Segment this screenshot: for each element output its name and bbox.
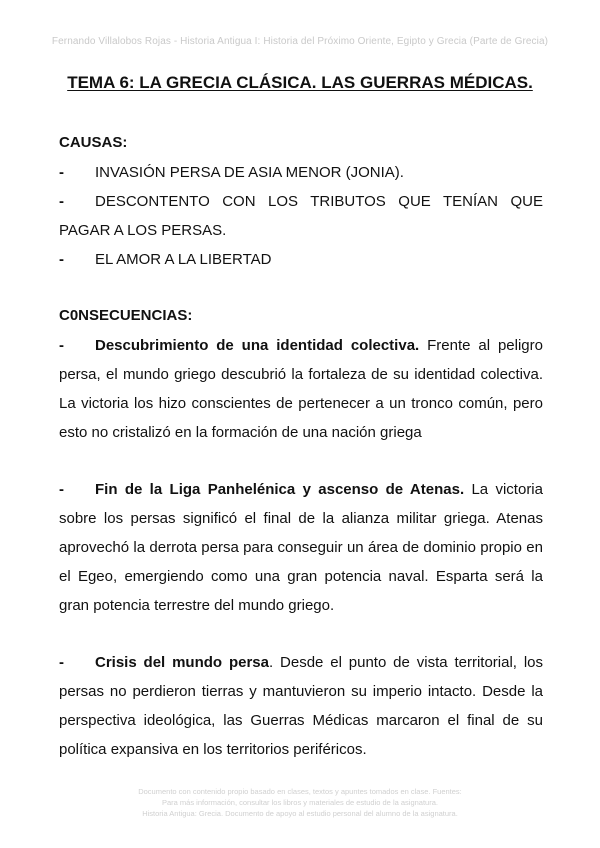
bullet-dash: - — [59, 481, 64, 498]
bullet-dash: - — [59, 164, 64, 181]
consecuencias-item-title: Fin de la Liga Panhelénica y ascenso de Atenas. — [95, 481, 465, 498]
page-header: Fernando Villalobos Rojas - Historia Antigua I: Historia del Próximo Oriente, Egipto y Grecia (Parte de Grecia) — [51, 36, 549, 47]
causas-item-text: EL AMOR A LA LIBERTAD — [95, 251, 272, 268]
causas-item-1 — [59, 158, 543, 187]
consecuencias-item-title: Descubrimiento de una identidad colectiva. — [95, 337, 420, 354]
bullet-dash: - — [59, 251, 64, 268]
causas-item-text: DESCONTENTO CON LOS TRIBUTOS QUE TENÍAN QUE PAGAR A LOS PERSAS. — [59, 193, 543, 239]
consecuencias-item-text: Frente al peligro persa, el mundo griego descubrió la fortaleza de su identidad colectiva. La victoria los hizo conscientes de pertenecer a un tronco común, pero esto no cristalizó en la formación de una nación griega — [59, 337, 543, 441]
consecuencias-item-1 — [59, 331, 543, 447]
footer-line: Para más información, consultar los libros y materiales de estudio de la asignatura. — [162, 798, 438, 807]
consecuencias-item-2 — [59, 475, 543, 620]
causas-item-text: INVASIÓN PERSA DE ASIA MENOR (JONIA). — [95, 164, 404, 181]
consecuencias-item-text: . Desde el punto de vista territorial, los persas no perdieron tierras y mantuvieron su imperio intacto. Desde la perspectiva ideológica, las Guerras Médicas marcaron el final de su política expansiva en los territorios periféricos. — [59, 654, 543, 758]
page-title: TEMA 6: LA GRECIA CLÁSICA. LAS GUERRAS MÉDICAS. — [67, 73, 533, 92]
causas-item-2 — [59, 187, 543, 245]
causas-heading: CAUSAS: — [59, 134, 128, 151]
causas-item-3 — [59, 245, 543, 274]
footer-line: Historia Antigua: Grecia. Documento de apoyo al estudio personal del alumno de la asignatura. — [142, 809, 458, 818]
bullet-dash: - — [59, 337, 64, 354]
page-footer — [0, 786, 600, 819]
consecuencias-item-title: Crisis del mundo persa — [95, 654, 269, 671]
bullet-dash: - — [59, 193, 64, 210]
consecuencias-item-3 — [59, 648, 543, 764]
bullet-dash: - — [59, 654, 64, 671]
consecuencias-heading: C0NSECUENCIAS: — [59, 307, 193, 324]
consecuencias-item-text: La victoria sobre los persas significó el final de la alianza militar griega. Atenas aprovechó la derrota persa para conseguir un área de dominio propio en el Egeo, emergiendo como una gran potencia naval. Esparta será la gran potencia terrestre del mundo griego. — [59, 481, 543, 614]
footer-line: Documento con contenido propio basado en clases, textos y apuntes tomados en clase. Fuentes: — [138, 787, 462, 796]
